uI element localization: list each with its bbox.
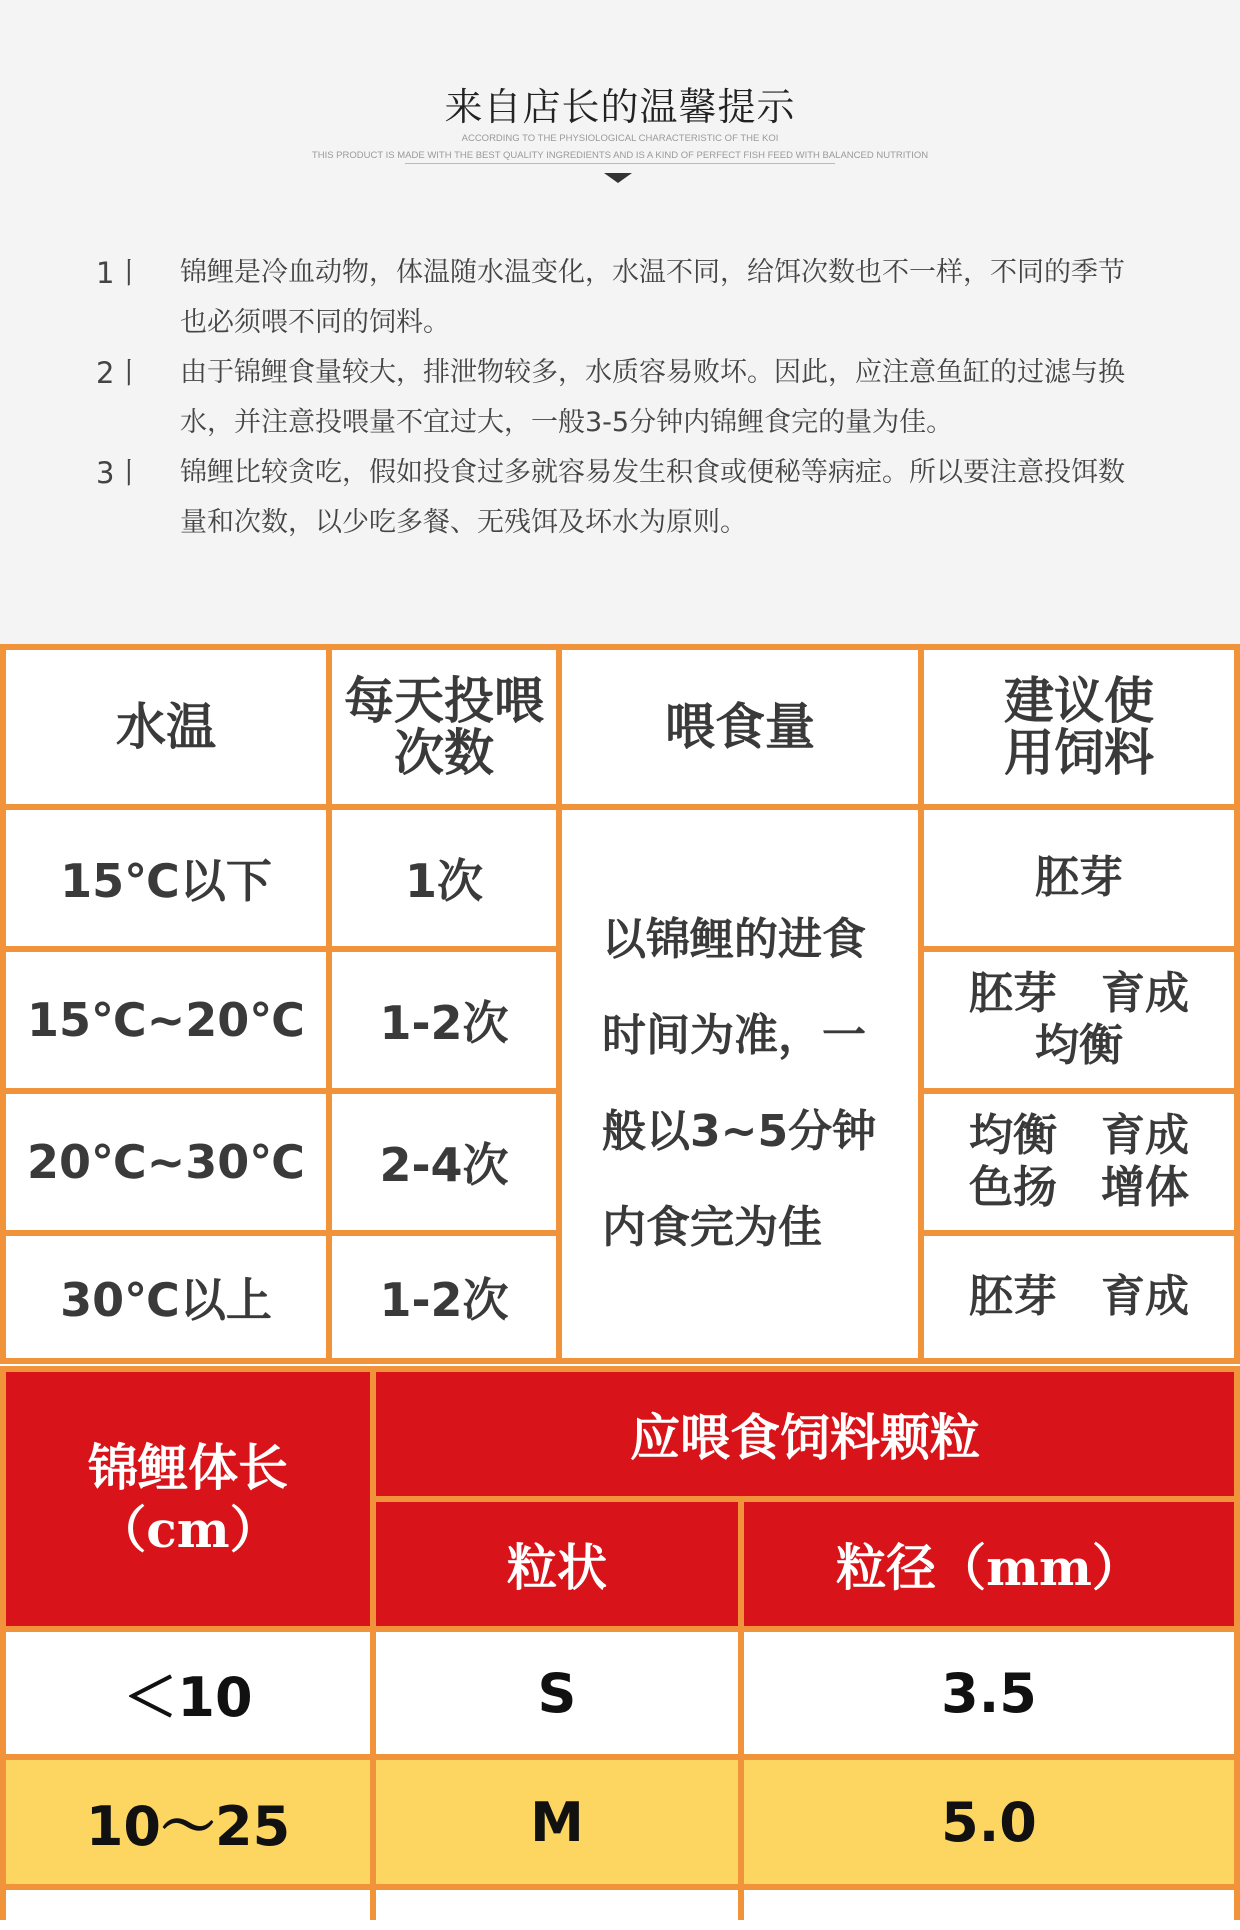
size-row-length: ＜10 bbox=[6, 1632, 370, 1754]
row-feed: 胚芽 育成 bbox=[924, 1236, 1234, 1358]
row-times: 1-2次 bbox=[332, 1236, 556, 1358]
header-koi-length: 锦鲤体长（cm） bbox=[6, 1372, 370, 1626]
header-amount: 喂食量 bbox=[562, 650, 918, 804]
header-feed: 建议使用饲料 bbox=[924, 650, 1234, 804]
size-row-diameter: 5.0 bbox=[744, 1760, 1234, 1884]
header-pellet-group: 应喂食饲料颗粒 bbox=[376, 1372, 1234, 1496]
tips-subtitle-2: THIS PRODUCT IS MADE WITH THE BEST QUALITY INGREDIENTS AND IS A KIND OF PERFECT FISH FEED WITH BALANCED NUTRITION bbox=[311, 150, 929, 161]
tips-section bbox=[0, 0, 1240, 644]
tip-number: 2丨 bbox=[96, 356, 144, 390]
size-row-shape: M bbox=[376, 1760, 738, 1884]
pellet-size-table bbox=[0, 1366, 1240, 1920]
down-arrow-icon bbox=[604, 173, 632, 183]
row-times: 1次 bbox=[332, 810, 556, 946]
header-water-temp: 水温 bbox=[6, 650, 326, 804]
row-times: 1-2次 bbox=[332, 952, 556, 1088]
row-feed: 胚芽 育成 均衡 bbox=[924, 952, 1234, 1088]
header-diameter: 粒径（mm） bbox=[744, 1502, 1234, 1626]
size-row-length: 10～25 bbox=[6, 1760, 370, 1884]
tip-number: 1丨 bbox=[96, 256, 144, 290]
row-times: 2-4次 bbox=[332, 1094, 556, 1230]
table-row bbox=[6, 1890, 370, 1930]
header-shape: 粒状 bbox=[376, 1502, 738, 1626]
row-feed: 胚芽 bbox=[924, 810, 1234, 946]
row-temp: 15℃~20℃ bbox=[6, 952, 326, 1088]
row-temp: 15℃以下 bbox=[6, 810, 326, 946]
row-temp: 20℃~30℃ bbox=[6, 1094, 326, 1230]
amount-text: 以锦鲤的进食时间为准，一般以3~5分钟内食完为佳 bbox=[602, 914, 877, 1253]
tips-title: 来自店长的温馨提示 bbox=[444, 85, 796, 129]
tips-subtitle-1: ACCORDING TO THE PHYSIOLOGICAL CHARACTERISTIC OF THE KOI bbox=[461, 133, 779, 144]
title-divider bbox=[405, 163, 835, 164]
tip-text: 锦鲤是冷血动物，体温随水温变化，水温不同，给饵次数也不一样，不同的季节也必须喂不同的饲料。 bbox=[180, 257, 1125, 338]
size-row-diameter: 3.5 bbox=[744, 1632, 1234, 1754]
size-row-shape: S bbox=[376, 1632, 738, 1754]
tip-text: 由于锦鲤食量较大，排泄物较多，水质容易败坏。因此，应注意鱼缸的过滤与换水，并注意投喂量不宜过大，一般3-5分钟内锦鲤食完的量为佳。 bbox=[180, 357, 1125, 438]
header-times-per-day: 每天投喂次数 bbox=[332, 650, 556, 804]
tip-text: 锦鲤比较贪吃，假如投食过多就容易发生积食或便秘等病症。所以要注意投饵数量和次数，以少吃多餐、无残饵及坏水为原则。 bbox=[180, 457, 1125, 538]
row-temp: 30℃以上 bbox=[6, 1236, 326, 1358]
row-feed: 均衡 育成 色扬 增体 bbox=[924, 1094, 1234, 1230]
table-row bbox=[744, 1890, 1234, 1930]
table-row bbox=[376, 1890, 738, 1930]
tip-number: 3丨 bbox=[96, 456, 144, 490]
